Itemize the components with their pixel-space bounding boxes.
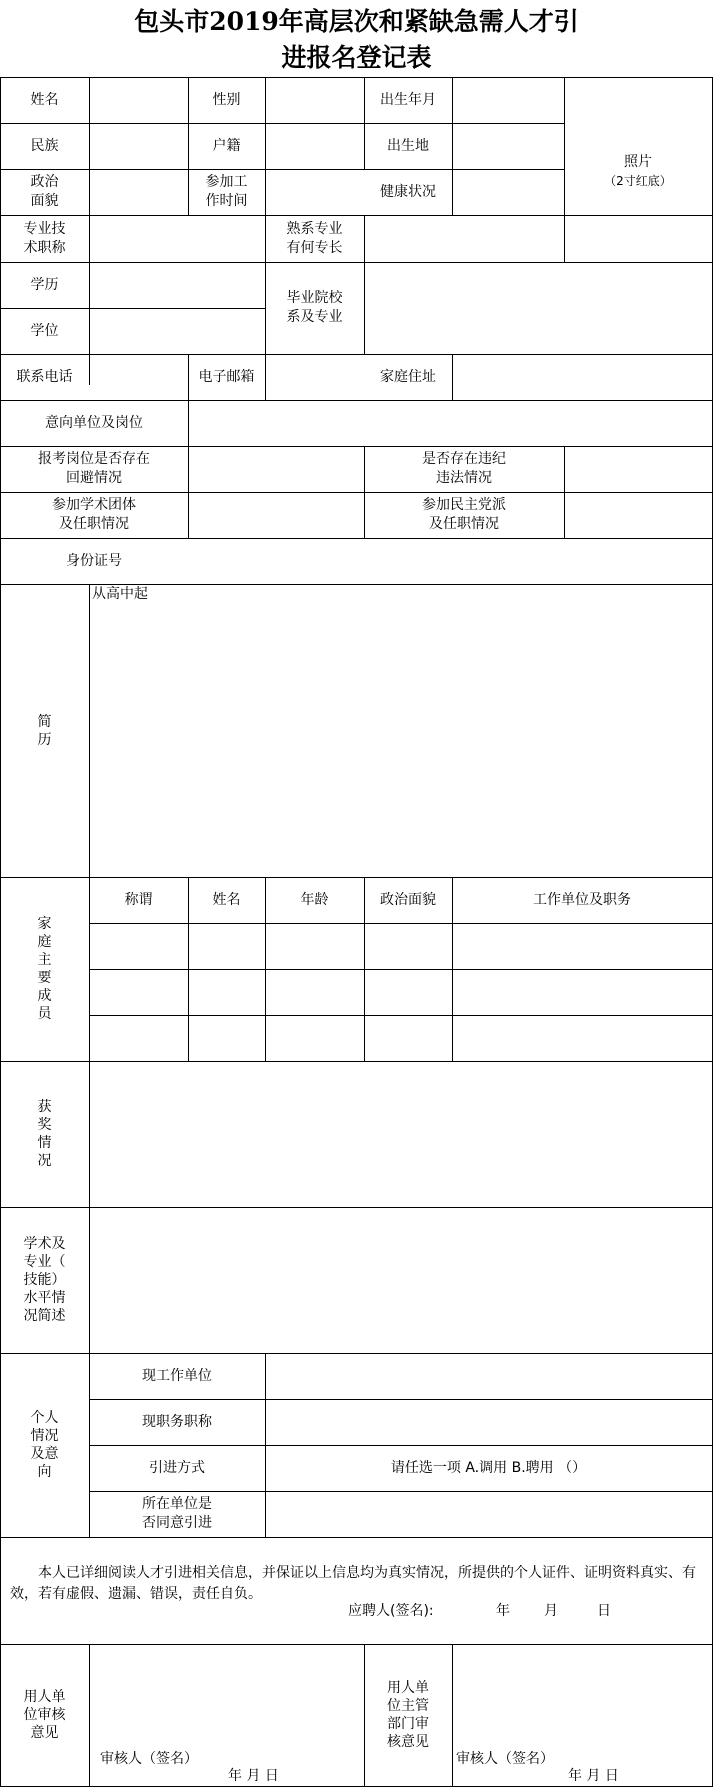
form-title-line-1: 包头市2019年高层次和紧缺急需人才引 — [134, 7, 579, 36]
label-work-time-line-2: 作时间 — [205, 193, 248, 209]
label-work-time — [188, 169, 265, 215]
label-personal-line: 情况 — [30, 1428, 59, 1444]
family-header-age: 年龄 — [300, 891, 329, 908]
photo-size-label: （2寸红底） — [604, 174, 672, 188]
label-dept-review-line: 核意见 — [387, 1734, 429, 1750]
label-academic-level-line: 学术及 — [23, 1236, 66, 1252]
label-party-line-1: 参加民主党派 — [422, 497, 506, 513]
label-agree-line-1: 所在单位是 — [142, 1496, 212, 1512]
label-family-char: 要 — [37, 970, 52, 986]
label-intent: 意向单位及岗位 — [45, 414, 143, 431]
declaration-year: 年 — [496, 1603, 510, 1619]
label-current-title: 现职务职称 — [142, 1413, 212, 1430]
label-resume — [0, 584, 89, 877]
label-awards-char: 情 — [37, 1135, 52, 1151]
label-awards — [0, 1061, 89, 1207]
label-political-line-1: 政治 — [30, 174, 59, 190]
photo-box[interactable] — [564, 77, 712, 262]
label-family-char: 家 — [37, 916, 52, 932]
label-phone: 联系电话 — [16, 368, 73, 385]
label-academic-group-line-2: 及任职情况 — [59, 516, 129, 532]
declaration-signer: 应聘人(签名): — [348, 1603, 434, 1619]
label-hukou: 户籍 — [212, 137, 241, 154]
label-family-char: 主 — [37, 952, 52, 968]
label-academic-level-line: 况简述 — [23, 1308, 66, 1324]
label-violation-line-1: 是否存在违纪 — [422, 451, 506, 467]
label-academic-level-line: 专业（ — [23, 1254, 66, 1270]
label-academic-level — [0, 1207, 89, 1353]
label-employer-review-line: 位审核 — [23, 1707, 66, 1723]
label-personal-line: 及意 — [30, 1446, 59, 1462]
method-options: 请任选一项 A.调用 B.聘用 （） — [390, 1459, 587, 1476]
label-dept-review-line: 用人单 — [387, 1680, 429, 1696]
label-employer-review — [0, 1644, 89, 1786]
label-email: 电子邮箱 — [198, 368, 255, 385]
label-expertise-line-2: 有何专长 — [286, 239, 343, 256]
label-ethnic: 民族 — [30, 137, 59, 154]
label-dept-review-line: 位主管 — [387, 1698, 429, 1714]
label-tech-title — [0, 215, 89, 262]
label-family-char: 成 — [37, 988, 52, 1004]
label-gender: 性别 — [212, 91, 241, 108]
label-degree: 学位 — [30, 322, 59, 339]
label-personal — [0, 1353, 89, 1537]
family-header-political: 政治面貌 — [380, 891, 436, 908]
declaration-month: 月 — [544, 1603, 558, 1619]
label-family-char: 庭 — [37, 934, 52, 950]
label-dept-review — [364, 1644, 452, 1786]
label-party-line-2: 及任职情况 — [429, 516, 499, 532]
label-personal-line: 向 — [37, 1464, 52, 1480]
label-tech-title-line-2: 术职称 — [23, 239, 66, 256]
label-employer-review-line: 用人单 — [23, 1689, 66, 1705]
label-current-unit: 现工作单位 — [142, 1367, 212, 1384]
label-id: 身份证号 — [66, 552, 122, 569]
label-birth: 出生年月 — [380, 91, 436, 108]
label-school — [265, 262, 364, 354]
label-resume-char-1: 简 — [37, 713, 52, 730]
label-school-line-1: 毕业院校 — [286, 290, 343, 306]
form-title-line-2: 进报名登记表 — [281, 43, 432, 72]
family-header-work: 工作单位及职务 — [533, 891, 631, 908]
label-employer-review-line: 意见 — [30, 1725, 59, 1741]
label-academic-group-line-1: 参加学术团体 — [52, 497, 136, 513]
declaration-day: 日 — [597, 1603, 611, 1619]
label-family-char: 员 — [37, 1006, 52, 1022]
dept-review-date: 年 月 日 — [568, 1768, 619, 1784]
label-awards-char: 奖 — [37, 1117, 52, 1133]
label-violation-line-2: 违法情况 — [436, 470, 492, 486]
resume-hint: 从高中起 — [92, 586, 148, 602]
form-title — [0, 0, 713, 76]
label-party — [364, 492, 564, 538]
label-avoid — [0, 446, 188, 492]
label-work-time-line-1: 参加工 — [205, 174, 248, 190]
label-academic-group — [0, 492, 188, 538]
dept-reviewer: 审核人（签名） — [456, 1751, 554, 1767]
label-avoid-line-1: 报考岗位是否存在 — [38, 451, 150, 467]
employer-reviewer: 审核人（签名） — [100, 1751, 198, 1767]
declaration-text: 本人已详细阅读人才引进相关信息，并保证以上信息均为真实情况，所提供的个人证件、证明资料真实、有效，若有虚假、遗漏、错误，责任自负。 — [10, 1565, 696, 1602]
label-awards-char: 获 — [37, 1099, 52, 1115]
label-personal-line: 个人 — [30, 1410, 59, 1426]
label-violation — [364, 446, 564, 492]
label-expertise-line-1: 熟系专业 — [286, 220, 343, 237]
label-political — [0, 169, 89, 215]
label-birthplace: 出生地 — [387, 137, 429, 154]
label-name: 姓名 — [30, 91, 59, 108]
label-agree — [89, 1491, 265, 1537]
label-political-line-2: 面貌 — [30, 193, 59, 209]
label-method: 引进方式 — [149, 1459, 205, 1476]
employer-review-date: 年 月 日 — [228, 1768, 279, 1784]
label-family — [0, 877, 89, 1061]
family-header-relation: 称谓 — [124, 891, 153, 908]
photo-label: 照片 — [624, 154, 652, 170]
label-academic-level-line: 技能） — [23, 1272, 66, 1288]
label-tech-title-line-1: 专业技 — [23, 220, 66, 237]
label-expertise — [265, 215, 364, 262]
label-avoid-line-2: 回避情况 — [66, 470, 122, 486]
label-address: 家庭住址 — [380, 368, 436, 385]
label-health: 健康状况 — [380, 183, 436, 200]
label-resume-char-2: 历 — [37, 731, 52, 748]
label-dept-review-line: 部门审 — [387, 1716, 429, 1732]
family-header-name: 姓名 — [212, 891, 241, 908]
label-education: 学历 — [30, 276, 59, 293]
label-school-line-2: 系及专业 — [286, 309, 343, 325]
label-awards-char: 况 — [37, 1153, 52, 1169]
label-academic-level-line: 水平情 — [23, 1290, 66, 1306]
label-agree-line-2: 否同意引进 — [142, 1515, 212, 1531]
